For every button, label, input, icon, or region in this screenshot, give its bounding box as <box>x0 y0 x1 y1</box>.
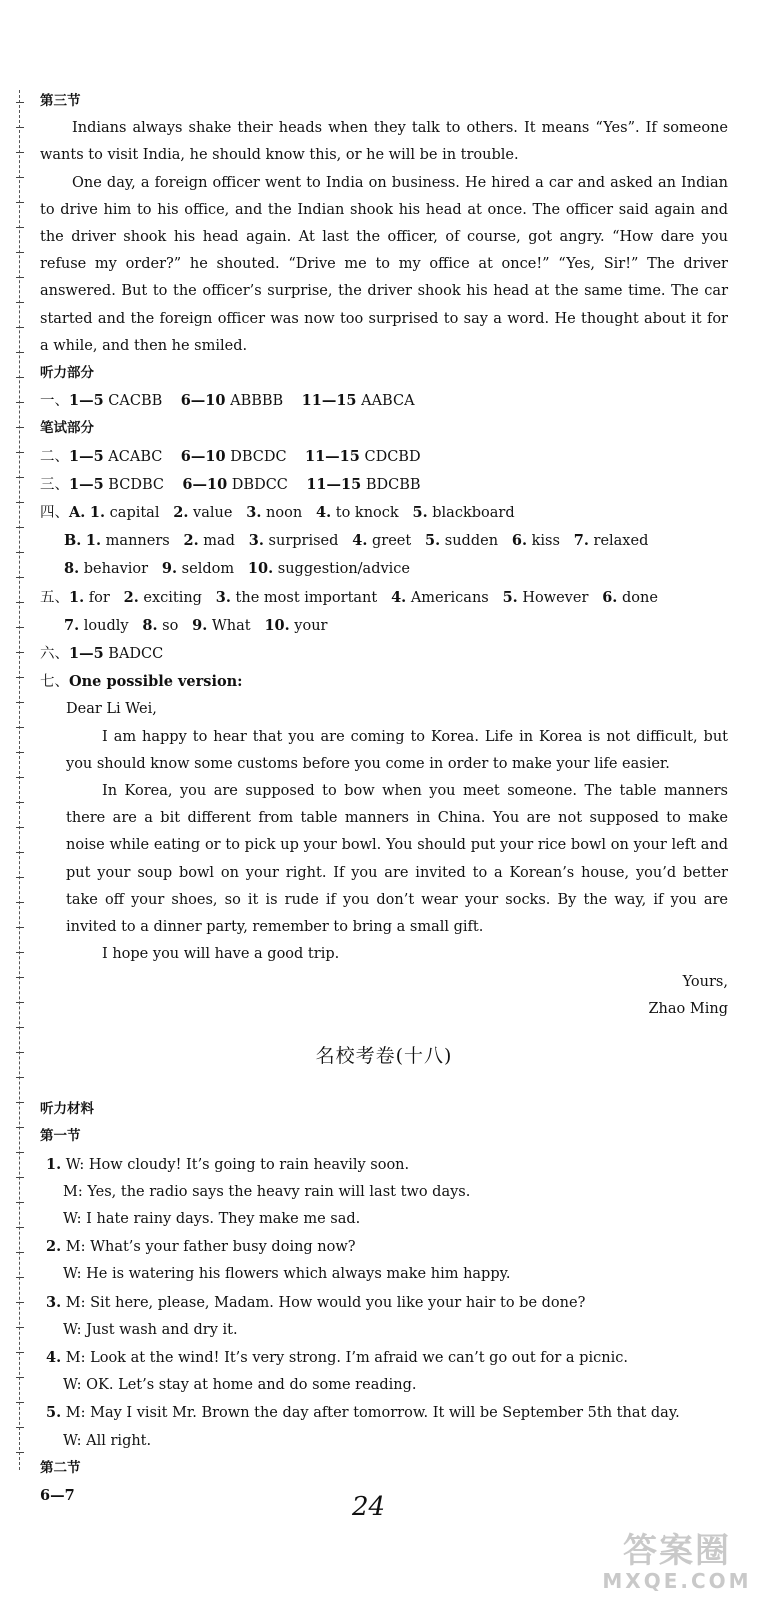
watermark-top: 答案圈 <box>623 1531 731 1571</box>
section3-para1: Indians always shake their heads when they talk to others. It means “Yes”. If someone wants to visit India, he should know this, or he will be in trouble. <box>40 120 728 164</box>
section1-heading: 第一节 <box>40 1128 81 1145</box>
dialogue-line: 3. M: Sit here, please, Madam. How would you like your hair to be done? <box>46 1293 586 1311</box>
letter-closing: Yours, <box>682 973 728 990</box>
dialogue-line: W: I hate rainy days. They make me sad. <box>63 1210 361 1227</box>
answer-row-4a: 四、A. 1. capital 2. value 3. noon 4. to knock 5. blackboard <box>40 504 515 522</box>
page-number: 24 <box>352 1492 386 1522</box>
section3-heading: 第三节 <box>40 93 81 109</box>
answer-row-5a: 五、1. for 2. exciting 3. the most important 4. Americans 5. However 6. done <box>40 588 658 606</box>
dialogue-line: W: Just wash and dry it. <box>63 1321 238 1338</box>
dialogue-line: W: OK. Let’s stay at home and do some reading. <box>63 1377 417 1394</box>
written-heading: 笔试部分 <box>40 420 94 437</box>
letter-signature: Zhao Ming <box>648 1000 728 1017</box>
answer-row-3: 三、1—5 BCDBC 6—10 DBDCC 11—15 BDCBB <box>40 475 421 493</box>
letter-para1: I am happy to hear that you are coming to Korea. Life in Korea is not difficult, but you should know some customs before you come in order to make your life easier. <box>66 728 728 772</box>
dialogue-line: 5. M: May I visit Mr. Brown the day after tomorrow. It will be September 5th that day. <box>46 1404 680 1422</box>
dialogue-line: 2. M: What’s your father busy doing now? <box>46 1238 356 1256</box>
answer-row-7: 七、One possible version: <box>40 673 243 691</box>
listening-heading: 听力部分 <box>40 365 94 382</box>
section2-first-range: 6—7 <box>40 1486 75 1504</box>
answer-row-1: 一、1—5 CACBB 6—10 ABBBB 11—15 AABCA <box>40 392 415 410</box>
binding-margin <box>19 90 28 1470</box>
dialogue-line: 4. M: Look at the wind! It’s very strong. I’m afraid we can’t go out for a picnic. <box>46 1348 628 1366</box>
answer-row-6: 六、1—5 BADCC <box>40 645 164 663</box>
section3-para2: One day, a foreign officer went to India on business. He hired a car and asked an Indian to drive him to his office, and the Indian shook his head at once. The officer said again and the driver shook his head again. At last the officer, of course, got angry. “How dare you refuse my order?” he shouted. “Drive me to my office at once!” “Yes, Sir!” The driver answered. But to the officer’s surprise, the driver shook his head at the same time. The car started and the foreign officer was now too surprised to say a word. He thought about it for a while, and then he smiled. <box>40 174 728 354</box>
section2-heading: 第二节 <box>40 1459 81 1476</box>
answer-row-5b: 7. loudly 8. so 9. What 10. your <box>64 616 328 634</box>
dialogue-line: W: All right. <box>63 1432 152 1449</box>
letter-greeting: Dear Li Wei, <box>66 701 157 718</box>
letter-para3: I hope you will have a good trip. <box>102 946 340 963</box>
answer-row-2: 二、1—5 ACABC 6—10 DBCDC 11—15 CDCBD <box>40 447 421 465</box>
exam-title: 名校考卷(十八) <box>315 1044 453 1067</box>
watermark-logo <box>592 1532 762 1594</box>
dialogue-list <box>40 1151 728 1455</box>
dialogue-line: 1. W: How cloudy! It’s going to rain heavily soon. <box>46 1155 410 1173</box>
watermark-bottom: MXQE.COM <box>602 1569 752 1593</box>
letter-para2: In Korea, you are supposed to bow when you meet someone. The table manners there are a bit different from table manners in China. You are not supposed to make noise while eating or to pick up your bowl. You should put your rice bowl on your left and put your soup bowl on your right. If you are invited to a Korean’s house, you’d better take off your shoes, so it is rude if you don’t wear your socks. By the way, if you are invited to a dinner party, remember to bring a small gift. <box>66 783 728 936</box>
dialogue-line: M: Yes, the radio says the heavy rain will last two days. <box>63 1183 471 1200</box>
dialogue-line: W: He is watering his flowers which always make him happy. <box>63 1266 511 1283</box>
answer-row-4b1: B. 1. manners 2. mad 3. surprised 4. greet 5. sudden 6. kiss 7. relaxed <box>64 532 649 550</box>
answer-row-4b2: 8. behavior 9. seldom 10. suggestion/advice <box>64 560 411 578</box>
materials-heading: 听力材料 <box>40 1101 94 1118</box>
page-content <box>40 88 728 1510</box>
